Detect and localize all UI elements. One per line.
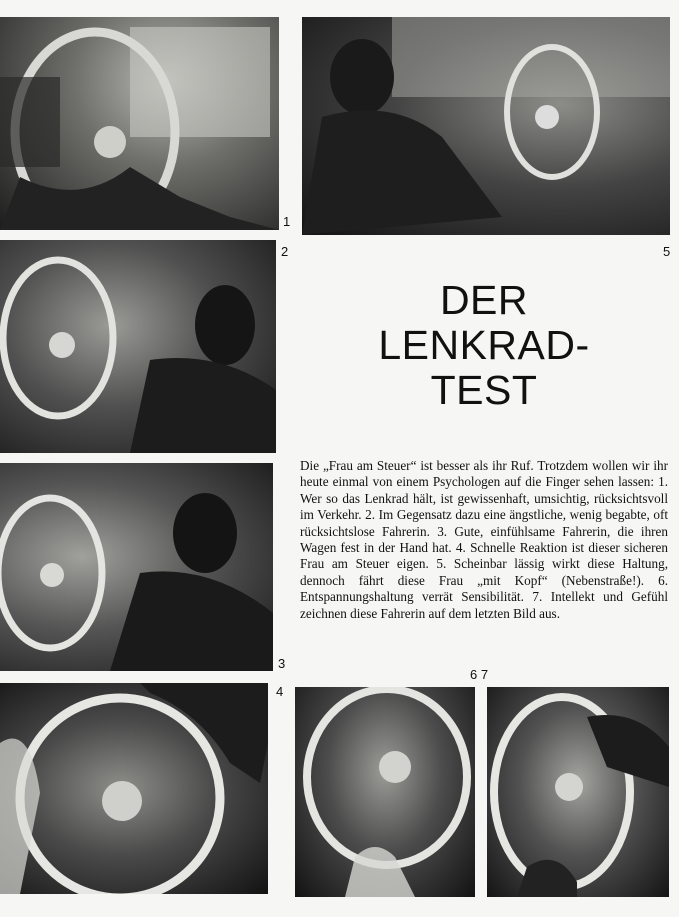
photo-1 xyxy=(0,17,279,230)
steering-wheel-image xyxy=(487,687,669,897)
article-title xyxy=(300,278,668,413)
photo-number-6-7: 6 7 xyxy=(470,667,489,682)
photo-number-3: 3 xyxy=(278,656,286,671)
steering-wheel-image xyxy=(0,683,268,894)
steering-wheel-image xyxy=(0,17,279,230)
photo-2 xyxy=(0,240,276,453)
photo-number-1: 1 xyxy=(283,214,291,229)
article-body: Die „Frau am Steuer“ ist besser als ihr Ruf. Trotzdem wollen wir ihr heute einmal von einem Psychologen auf die Finger sehen lassen: 1. Wer so das Lenkrad hält, ist gewissenhaft, umsichtig, rücksichtsvoll im Verkehr. 2. Im Gegensatz dazu eine ängstliche, wenig begabte, oft rücksichtslose Fahrerin. 3. Gute, einfühlsame Fahrerin, die ihren Wagen fest in der Hand hat. 4. Schnelle Reaktion ist dieser sicheren Frau am Steuer eigen. 5. Scheinbar lässig wirkt diese Haltung, dennoch fährt diese Frau „mit Kopf“ (Nebenstraße!). 6. Entspannungshaltung verrät Sensibilität. 7. Intellekt und Gefühl zeichnen diese Fahrerin auf dem letzten Bild aus. xyxy=(300,458,668,621)
steering-wheel-image xyxy=(295,687,475,897)
photo-number-5: 5 xyxy=(663,244,671,259)
title-line-2: LENKRAD- xyxy=(378,322,590,368)
photo-number-2: 2 xyxy=(281,244,289,259)
photo-6 xyxy=(295,687,475,897)
title-line-1: DER xyxy=(439,277,529,323)
photo-7 xyxy=(487,687,669,897)
photo-3 xyxy=(0,463,273,671)
photo-5 xyxy=(302,17,670,235)
steering-wheel-image xyxy=(302,17,670,235)
photo-4 xyxy=(0,683,268,894)
steering-wheel-image xyxy=(0,463,273,671)
steering-wheel-image xyxy=(0,240,276,453)
title-line-3: TEST xyxy=(430,367,538,413)
photo-number-4: 4 xyxy=(276,684,284,699)
